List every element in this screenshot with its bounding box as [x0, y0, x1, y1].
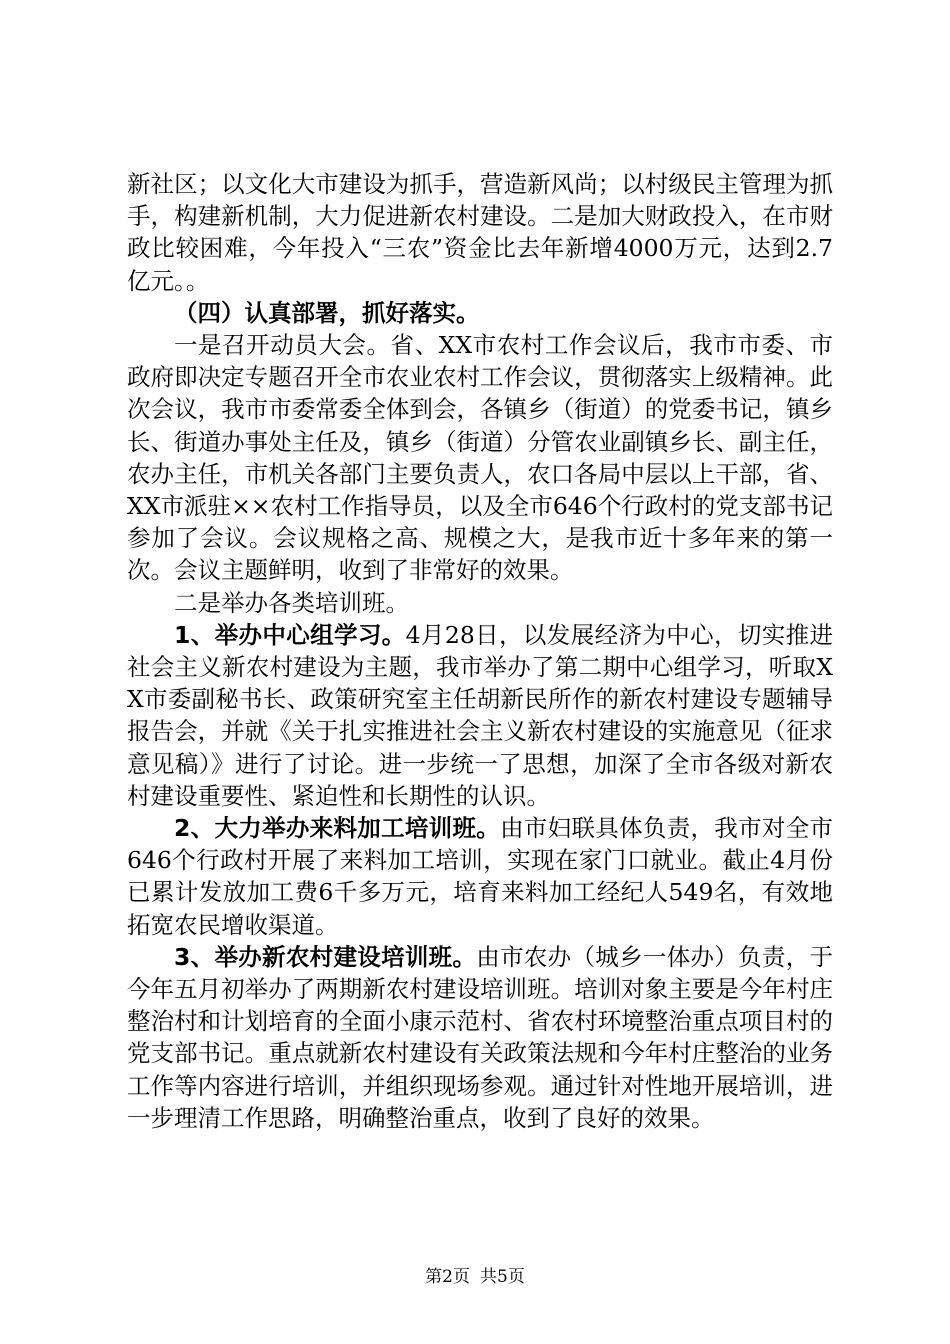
document-body [127, 168, 833, 1134]
paragraph-lead: 1、举办中心组学习。 [174, 620, 406, 649]
paragraph-lead: 3、举办新农村建设培训班。 [174, 942, 477, 971]
paragraph-mobilization-meeting: 一是召开动员大会。省、XX市农村工作会议后，我市市委、市政府即决定专题召开全市农业农村工作会议，贯彻落实上级精神。此次会议，我市市委常委全体到会，各镇乡（街道）的党委书记，镇乡长、街道办事处主任及，镇乡（街道）分管农业副镇乡长、副主任，农办主任，市机关各部门主要负责人，农口各局中层以上干部，省、XX市派驻××农村工作指导员，以及全市646个行政村的党支部书记参加了会议。会议规格之高、规模之大，是我市近十多年来的第一次。会议主题鲜明，收到了非常好的效果。 [127, 331, 833, 585]
section-heading: （四）认真部署，抓好落实。 [174, 298, 480, 327]
paragraph-body: 4月28日，以发展经济为中心，切实推进社会主义新农村建设为主题，我市举办了第二期中心组学习，听取XX市委副秘书长、政策研究室主任胡新民所作的新农村建设专题辅导报告会，并就《关于扎实推进社会主义新农村建设的实施意见（征求意见稿）》进行了讨论。进一步统一了思想，加深了全市各级对新农村建设重要性、紧迫性和长期性的认识。 [127, 620, 833, 810]
paragraph-new-village-training [127, 941, 833, 1134]
paragraph-central-group-study [127, 619, 833, 812]
page-number: 第2页 [425, 1267, 470, 1287]
paragraph-body: 由市农办（城乡一体办）负责，于今年五月初举办了两期新农村建设培训班。培训对象主要是今年村庄整治村和计划培育的全面小康示范村、省农村环境整治重点项目村的党支部书记。重点就新农村建设有关政策法规和今年村庄整治的业务工作等内容进行培训，并组织现场参观。通过针对性地开展培训，进一步理清工作思路，明确整治重点，收到了良好的效果。 [127, 942, 834, 1132]
paragraph-lead: 2、大力举办来料加工培训班。 [174, 814, 501, 843]
page-total: 共5页 [480, 1267, 525, 1287]
paragraph-continuation: 新社区；以文化大市建设为抓手，营造新风尚；以村级民主管理为抓手，构建新机制，大力促进新农村建设。二是加大财政投入，在市财政比较困难，今年投入“三农”资金比去年新增4000万元，达到2.7亿元。。 [127, 170, 833, 295]
page-footer [0, 1267, 950, 1287]
paragraph-processing-training [127, 812, 833, 941]
paragraph-body: 由市妇联具体负责，我市对全市646个行政村开展了来料加工培训，实现在家门口就业。截止4月份已累计发放加工费6千多万元，培育来料加工经纪人549名，有效地拓宽农民增收渠道。 [127, 814, 833, 939]
paragraph-training-intro: 二是举办各类培训班。 [174, 588, 409, 617]
